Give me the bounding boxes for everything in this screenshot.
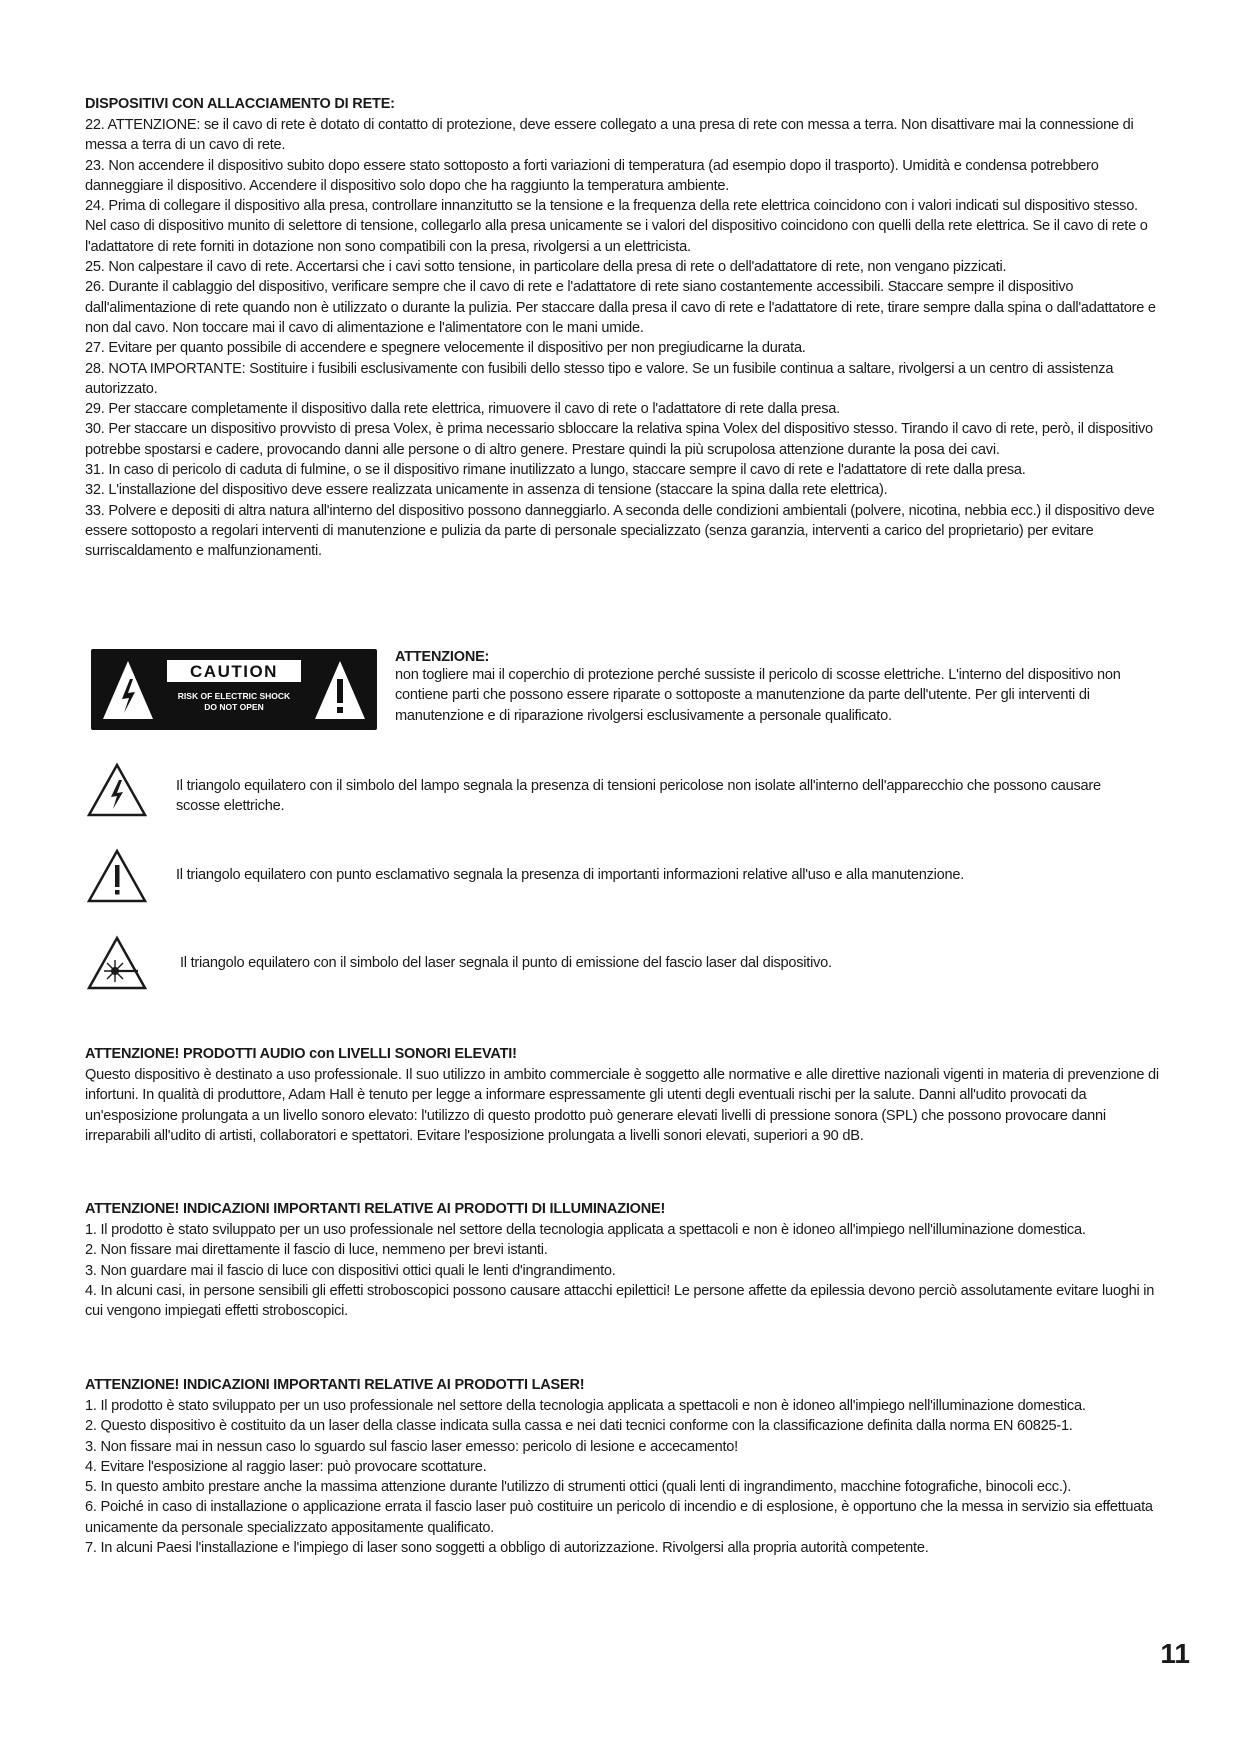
symbol-lightning-text: Il triangolo equilatero con il simbolo del lampo segnala la presenza di tensioni pericolose non isolate all'interno dell'apparecchio che possono causare scosse elettriche. xyxy=(176,778,1101,815)
section-network-title: DISPOSITIVI CON ALLACCIAMENTO DI RETE: xyxy=(85,96,395,112)
list-item: 4. In alcuni casi, in persone sensibili gli effetti stroboscopici possono causare attacchi epilettici! Le persone affette da epilessia devono perciò assolutamente evitare luoghi in cui vengono impiegati effetti stroboscopici. xyxy=(85,1282,1155,1320)
laser-triangle-icon xyxy=(86,935,148,991)
list-item: 7. In alcuni Paesi l'installazione e l'impiego di laser sono soggetti a obbligo di autorizzazione. Rivolgersi alla propria autorità competente. xyxy=(85,1540,929,1557)
caution-label xyxy=(91,649,377,730)
list-item: 1. Il prodotto è stato sviluppato per un uso professionale nel settore della tecnologia applicata a spettacoli e non è idoneo all'impiego nell'illuminazione domestica. xyxy=(85,1222,1086,1238)
section-laser-body xyxy=(85,1396,1160,1558)
page-number: 11 xyxy=(1160,1638,1190,1669)
section-audio-text: Questo dispositivo è destinato a uso professionale. Il suo utilizzo in ambito commerciale è soggetto alle normative e alle direttive nazionali vigenti in materia di prevenzione di infortuni. In qualità di produttore, Adam Hall è tenuto per legge a informare espressamente gli utenti degli eventuali rischi per la salute. Danni all'udito provocati da un'esposizione prolungata a un livello sonoro elevato: l'utilizzo di questo prodotto può generare elevati livelli di pressione sonora (SPL) che possono provocare danni irreparabili all'udito di artisti, collaboratori e spettatori. Evitare l'esposizione prolungata a livelli sonori elevati, superiori a 90 dB. xyxy=(85,1067,1159,1144)
section-laser-title: ATTENZIONE! INDICAZIONI IMPORTANTI RELATIVE AI PRODOTTI LASER! xyxy=(85,1377,585,1393)
list-item: 22. ATTENZIONE: se il cavo di rete è dotato di contatto di protezione, deve essere collegato a una presa di rete con messa a terra. Non disattivare mai la connessione di messa a terra di un cavo di rete. xyxy=(85,117,1134,154)
attention-cover-block xyxy=(395,649,1135,726)
list-item: 26. Durante il cablaggio del dispositivo, verificare sempre che il cavo di rete e l'adattatore di rete siano costantemente accessibili. Staccare sempre il dispositivo dall'alimentazione di rete quando non è utilizzato o durante la pulizia. Per staccare dalla presa il cavo di rete e l'adattatore di rete, tirare sempre dalla spina o dall'adattatore e non dal cavo. Non toccare mai il cavo di alimentazione e l'alimentatore con le mani umide. xyxy=(85,279,1156,336)
section-lighting-body xyxy=(85,1220,1160,1321)
attention-cover-text: non togliere mai il coperchio di protezione perché sussiste il pericolo di scosse elettriche. L'interno del dispositivo non contiene parti che possono essere riparate o sottoposte a manutenzione da parte dell'utente. Per gli interventi di manutenzione e di riparazione rivolgersi esclusivamente a personale qualificato. xyxy=(395,667,1121,724)
attention-cover-title: ATTENZIONE: xyxy=(395,649,490,665)
section-network-body xyxy=(85,115,1160,562)
list-item: 31. In caso di pericolo di caduta di fulmine, o se il dispositivo rimane inutilizzato a lungo, staccare sempre il cavo di rete e l'adattatore di rete dalla presa. xyxy=(85,462,1026,479)
list-item: 3. Non fissare mai in nessun caso lo sguardo sul fascio laser emesso: pericolo di lesione e accecamento! xyxy=(85,1438,738,1455)
list-item: 5. In questo ambito prestare anche la massima attenzione durante l'utilizzo di strumenti ottici (quali lenti di ingrandimento, macchine fotografiche, binocoli ecc.). xyxy=(85,1479,1072,1496)
list-item: 23. Non accendere il dispositivo subito dopo essere stato sottoposto a forti variazioni di temperatura (ad esempio dopo il trasporto). Umidità e condensa potrebbero danneggiare il dispositivo. Accendere il dispositivo solo dopo che ha raggiunto la temperatura ambiente. xyxy=(85,157,1099,194)
list-item: 2. Non fissare mai direttamente il fascio di luce, nemmeno per brevi istanti. xyxy=(85,1242,548,1259)
list-item: 25. Non calpestare il cavo di rete. Accertarsi che i cavi sotto tensione, in particolare della presa di rete o dell'adattatore di rete, non vengano pizzicati. xyxy=(85,259,1007,276)
lightning-triangle-icon xyxy=(86,762,148,818)
list-item: 6. Poiché in caso di installazione o applicazione errata il fascio laser può costituire un pericolo di incendio e di esplosione, è opportuno che la messa in servizio sia effettuata unicamente da personale specializzato appositamente qualificato. xyxy=(85,1499,1153,1536)
symbol-exclamation-text: Il triangolo equilatero con punto esclamativo segnala la presenza di importanti informazioni relative all'uso e alla manutenzione. xyxy=(176,867,965,883)
caution-title: CAUTION xyxy=(190,662,278,681)
list-item: 30. Per staccare un dispositivo provvisto di presa Volex, è prima necessario sbloccare la relativa spina Volex del dispositivo stesso. Tirando il cavo di rete, però, il dispositivo potrebbe spostarsi e cadere, provocando danni alle persone o di altro genere. Prestare quindi la più scrupolosa attenzione durante la posa dei cavi. xyxy=(85,421,1153,458)
symbol-laser-text: Il triangolo equilatero con il simbolo del laser segnala il punto di emissione del fascio laser dal dispositivo. xyxy=(180,955,832,971)
list-item: 1. Il prodotto è stato sviluppato per un uso professionale nel settore della tecnologia applicata a spettacoli e non è idoneo all'impiego nell'illuminazione domestica. xyxy=(85,1398,1086,1414)
section-lighting-title: ATTENZIONE! INDICAZIONI IMPORTANTI RELATIVE AI PRODOTTI DI ILLUMINAZIONE! xyxy=(85,1201,666,1217)
list-item: 27. Evitare per quanto possibile di accendere e spegnere velocemente il dispositivo per non pregiudicarne la durata. xyxy=(85,340,806,357)
list-item: 24. Prima di collegare il dispositivo alla presa, controllare innanzitutto se la tensione e la frequenza della rete elettrica coincidono con i valori indicati sul dispositivo stesso. Nel caso di dispositivo munito di selettore di tensione, collegarlo alla presa unicamente se i valori del dispositivo coincidono con quelli della rete elettrica. Se il cavo di rete o l'adattatore di rete forniti in dotazione non sono compatibili con la presa, rivolgersi a un elettricista. xyxy=(85,198,1148,255)
exclamation-triangle-icon xyxy=(315,661,365,719)
list-item: 28. NOTA IMPORTANTE: Sostituire i fusibili esclusivamente con fusibili dello stesso tipo e valore. Se un fusibile continua a saltare, rivolgersi a un centro di assistenza autorizzato. xyxy=(85,360,1114,397)
list-item: 29. Per staccare completamente il dispositivo dalla rete elettrica, rimuovere il cavo di rete o l'adattatore di rete dalla presa. xyxy=(85,401,840,418)
list-item: 3. Non guardare mai il fascio di luce con dispositivi ottici quali le lenti d'ingrandimento. xyxy=(85,1262,616,1279)
lightning-triangle-icon xyxy=(103,661,153,719)
list-item: 4. Evitare l'esposizione al raggio laser: può provocare scottature. xyxy=(85,1458,487,1475)
list-item: 2. Questo dispositivo è costituito da un laser della classe indicata sulla cassa e nei dati tecnici conforme con la classificazione definita dalla norma EN 60825-1. xyxy=(85,1418,1073,1435)
list-item: 33. Polvere e depositi di altra natura all'interno del dispositivo possono danneggiarlo. A seconda delle condizioni ambientali (polvere, nicotina, nebbia ecc.) il dispositivo deve essere sottoposto a regolari interventi di manutenzione e pulizia da parte di personale specializzato (senza garanzia, interventi a carico del proprietario) per evitare surriscaldamento e malfunzionamenti. xyxy=(85,502,1155,560)
section-audio-title: ATTENZIONE! PRODOTTI AUDIO con LIVELLI SONORI ELEVATI! xyxy=(85,1046,517,1062)
caution-line2: DO NOT OPEN xyxy=(204,702,264,712)
exclamation-triangle-icon xyxy=(86,848,148,904)
caution-line1: RISK OF ELECTRIC SHOCK xyxy=(177,691,291,701)
list-item: 32. L'installazione del dispositivo deve essere realizzata unicamente in assenza di tensione (staccare la spina dalla rete elettrica). xyxy=(85,482,888,499)
